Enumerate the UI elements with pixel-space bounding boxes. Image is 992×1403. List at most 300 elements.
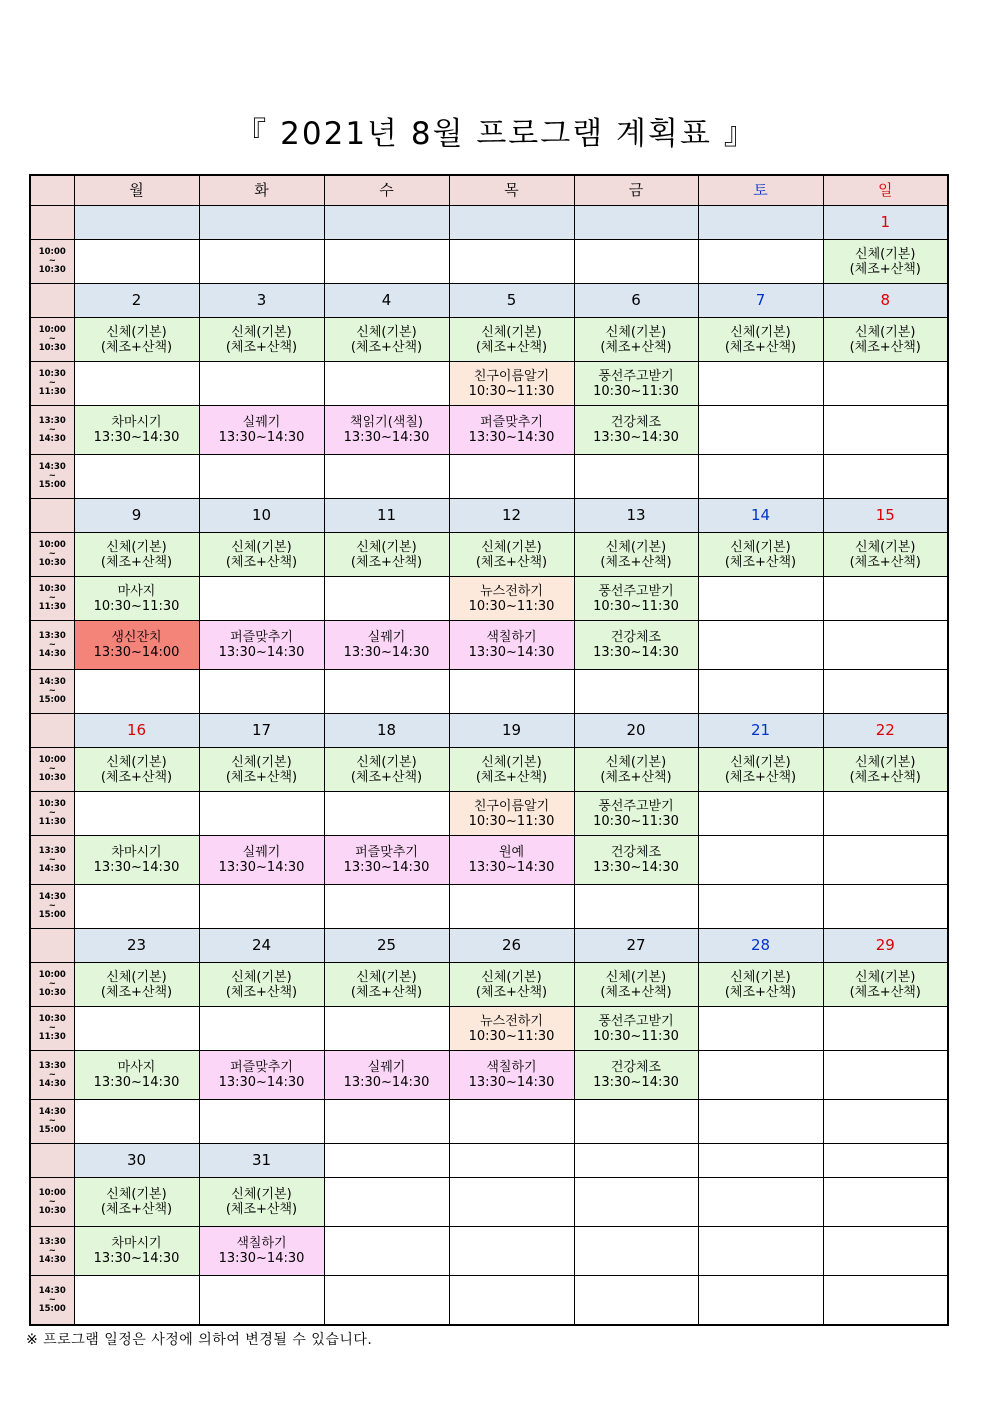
- program-text: (체조+산책): [100, 1202, 173, 1217]
- program-cell: [324, 1051, 449, 1100]
- time-label: [30, 533, 74, 577]
- empty-cell: [698, 621, 823, 670]
- program-text: 친구이름알기: [473, 368, 550, 384]
- program-text: 신체(기본): [106, 754, 167, 770]
- empty-cell: [698, 455, 823, 499]
- date-row: [30, 1144, 948, 1178]
- program-cell: [199, 748, 324, 792]
- date-cell: [324, 1144, 449, 1178]
- time-slot-row: [30, 1051, 948, 1100]
- empty-cell: [74, 240, 199, 284]
- time-label: [30, 963, 74, 1007]
- time-label-line: 10:00: [38, 970, 66, 980]
- empty-cell: [74, 455, 199, 499]
- date-cell: 13: [574, 499, 698, 533]
- empty-cell: [324, 240, 449, 284]
- empty-cell: [823, 1051, 948, 1100]
- program-text: (체조+산책): [849, 261, 921, 277]
- program-text: 13:30~14:30: [468, 430, 555, 445]
- date-cell: [574, 1144, 698, 1178]
- program-cell: [199, 1178, 324, 1227]
- time-label-line: 14:30: [38, 648, 66, 659]
- date-row-label: [30, 929, 74, 963]
- program-text: 실꿰기: [242, 845, 281, 860]
- empty-cell: [449, 1100, 574, 1144]
- program-text: (체조+산책): [849, 339, 921, 355]
- program-text: (체조+산책): [100, 554, 173, 570]
- time-slot-row: [30, 670, 948, 714]
- program-text: 차마시기: [111, 415, 162, 430]
- program-cell: [823, 533, 948, 577]
- date-cell: 30: [74, 1144, 199, 1178]
- program-text: 신체(기본): [481, 539, 542, 555]
- empty-cell: [698, 1007, 823, 1051]
- empty-cell: [823, 1178, 948, 1227]
- time-label: [30, 1051, 74, 1100]
- time-label: [30, 1227, 74, 1276]
- program-text: 13:30~14:30: [218, 430, 305, 445]
- empty-cell: [199, 455, 324, 499]
- program-text: (체조+산책): [225, 554, 298, 570]
- program-text: 퍼즐맞추기: [230, 630, 293, 645]
- date-cell: 14: [698, 499, 823, 533]
- time-label-line: 14:30: [38, 892, 66, 902]
- program-text: (체조+산책): [350, 554, 423, 570]
- date-cell: 1: [823, 206, 948, 240]
- program-text: 13:30~14:30: [593, 430, 679, 445]
- program-text: 책읽기(색칠): [350, 415, 423, 430]
- time-label-line: 13:30: [38, 1060, 66, 1071]
- program-text: 신체(기본): [605, 324, 667, 340]
- program-text: 신체(기본): [855, 324, 916, 340]
- empty-cell: [324, 577, 449, 621]
- program-cell: [74, 1227, 199, 1276]
- program-text: 13:30~14:30: [593, 645, 679, 660]
- time-label-line: 13:30: [38, 1236, 66, 1247]
- empty-cell: [199, 1100, 324, 1144]
- empty-cell: [324, 455, 449, 499]
- program-cell: [74, 577, 199, 621]
- program-text: (체조+산책): [475, 984, 548, 1000]
- time-label: [30, 1276, 74, 1326]
- empty-cell: [324, 1276, 449, 1326]
- program-cell: [574, 577, 698, 621]
- program-text: 건강체조: [610, 630, 662, 645]
- program-text: 10:30~11:30: [93, 598, 180, 614]
- program-text: 10:30~11:30: [468, 598, 555, 614]
- time-label-line: ~: [48, 471, 56, 481]
- date-cell: [74, 206, 199, 240]
- time-label-line: ~: [48, 424, 56, 435]
- program-text: 신체(기본): [730, 324, 791, 340]
- program-cell: [449, 1051, 574, 1100]
- program-text: 10:30~11:30: [593, 598, 679, 614]
- time-slot-row: [30, 1100, 948, 1144]
- time-label-line: 10:00: [38, 1187, 66, 1198]
- program-cell: [74, 1178, 199, 1227]
- program-text: 신체(기본): [730, 539, 791, 555]
- empty-cell: [199, 577, 324, 621]
- empty-cell: [574, 885, 698, 929]
- program-text: 신체(기본): [730, 969, 791, 985]
- program-cell: [574, 318, 698, 362]
- date-cell: 24: [199, 929, 324, 963]
- empty-cell: [698, 1100, 823, 1144]
- program-text: 신체(기본): [481, 754, 542, 770]
- program-text: 신체(기본): [481, 324, 542, 340]
- program-text: 차마시기: [111, 845, 162, 860]
- schedule-table: [29, 174, 949, 1326]
- empty-cell: [74, 670, 199, 714]
- time-label-line: ~: [48, 256, 56, 266]
- time-slot-row: [30, 885, 948, 929]
- time-label: [30, 792, 74, 836]
- time-label-line: 11:30: [38, 817, 66, 827]
- program-text: 마사지: [117, 1060, 156, 1075]
- time-label-line: 10:30: [38, 1205, 66, 1216]
- empty-cell: [823, 1007, 948, 1051]
- time-label-line: ~: [48, 1069, 56, 1080]
- time-label: [30, 621, 74, 670]
- program-text: (체조+산책): [475, 769, 548, 785]
- time-label: [30, 240, 74, 284]
- time-label-line: 11:30: [38, 1032, 66, 1042]
- program-text: 10:30~11:30: [593, 813, 679, 829]
- empty-cell: [199, 362, 324, 406]
- program-text: (체조+산책): [100, 769, 173, 785]
- program-text: 풍선주고받기: [598, 583, 674, 599]
- program-cell: [574, 963, 698, 1007]
- program-cell: [449, 577, 574, 621]
- program-text: (체조+산책): [225, 339, 298, 355]
- date-cell: 2: [74, 284, 199, 318]
- date-row-label: [30, 206, 74, 240]
- program-text: 13:30~14:30: [93, 430, 180, 445]
- program-cell: [574, 792, 698, 836]
- time-label: [30, 406, 74, 455]
- empty-cell: [324, 792, 449, 836]
- empty-cell: [574, 1227, 698, 1276]
- time-label-line: 15:00: [38, 1125, 66, 1135]
- program-text: 색칠하기: [486, 630, 537, 645]
- date-row: [30, 929, 948, 963]
- date-cell: 15: [823, 499, 948, 533]
- program-text: (체조+산책): [225, 769, 298, 785]
- program-cell: [574, 1007, 698, 1051]
- program-text: 신체(기본): [855, 246, 916, 262]
- time-label-line: 10:00: [38, 325, 66, 335]
- program-cell: [574, 836, 698, 885]
- program-text: 친구이름알기: [473, 798, 550, 814]
- program-cell: [574, 1051, 698, 1100]
- empty-cell: [199, 240, 324, 284]
- empty-cell: [698, 1051, 823, 1100]
- empty-cell: [823, 1227, 948, 1276]
- date-row: [30, 206, 948, 240]
- program-text: 13:30~14:30: [468, 860, 555, 875]
- empty-cell: [574, 455, 698, 499]
- program-cell: [449, 1007, 574, 1051]
- time-label-line: 14:30: [38, 863, 66, 874]
- time-label: [30, 1007, 74, 1051]
- program-cell: [199, 963, 324, 1007]
- time-slot-row: [30, 318, 948, 362]
- empty-cell: [74, 1100, 199, 1144]
- program-cell: [324, 621, 449, 670]
- time-label: [30, 836, 74, 885]
- empty-cell: [324, 1100, 449, 1144]
- time-slot-row: [30, 963, 948, 1007]
- program-cell: [199, 1227, 324, 1276]
- program-text: 13:30~14:30: [343, 860, 430, 875]
- empty-cell: [324, 885, 449, 929]
- time-slot-row: [30, 621, 948, 670]
- date-cell: 9: [74, 499, 199, 533]
- program-text: 풍선주고받기: [598, 798, 674, 814]
- program-text: 신체(기본): [605, 539, 667, 555]
- time-label-line: 10:30: [38, 988, 66, 998]
- program-text: 13:30~14:30: [93, 1251, 180, 1266]
- date-cell: 22: [823, 714, 948, 748]
- program-text: 13:30~14:30: [218, 645, 305, 660]
- program-text: (체조+산책): [600, 984, 672, 1000]
- date-row: [30, 499, 948, 533]
- date-cell: [199, 206, 324, 240]
- time-label-line: ~: [48, 1196, 56, 1207]
- empty-cell: [449, 1227, 574, 1276]
- empty-cell: [574, 240, 698, 284]
- program-cell: [324, 406, 449, 455]
- program-text: 원예: [498, 845, 525, 860]
- time-slot-row: [30, 1276, 948, 1326]
- program-cell: [199, 406, 324, 455]
- program-text: 10:30~11:30: [468, 1028, 555, 1044]
- time-label-line: 13:30: [38, 845, 66, 856]
- page-title: 『 2021년 8월 프로그램 계획표 』: [235, 116, 757, 152]
- time-label-line: 10:30: [38, 773, 66, 783]
- time-label-line: 14:30: [38, 1078, 66, 1089]
- program-cell: [74, 533, 199, 577]
- empty-cell: [449, 240, 574, 284]
- time-label-line: 14:30: [38, 1107, 66, 1117]
- date-cell: 17: [199, 714, 324, 748]
- empty-cell: [823, 885, 948, 929]
- weekday-header-row: [30, 175, 948, 206]
- program-text: 신체(기본): [106, 1187, 167, 1202]
- time-label: [30, 1178, 74, 1227]
- program-text: 신체(기본): [730, 754, 791, 770]
- program-text: 실꿰기: [367, 1060, 406, 1075]
- date-cell: 31: [199, 1144, 324, 1178]
- program-text: 실꿰기: [242, 415, 281, 430]
- program-text: 건강체조: [610, 1060, 662, 1075]
- program-text: (체조+산책): [100, 984, 173, 1000]
- empty-cell: [698, 362, 823, 406]
- empty-cell: [574, 1178, 698, 1227]
- empty-cell: [199, 670, 324, 714]
- empty-cell: [574, 670, 698, 714]
- time-label-line: ~: [48, 593, 56, 603]
- date-cell: [823, 1144, 948, 1178]
- program-text: (체조+산책): [600, 769, 672, 785]
- time-label-line: 10:30: [38, 584, 66, 594]
- empty-cell: [199, 885, 324, 929]
- program-text: 10:30~11:30: [593, 383, 679, 399]
- date-cell: [574, 206, 698, 240]
- program-text: 13:30~14:30: [218, 860, 305, 875]
- weekday-header: 목: [449, 175, 574, 206]
- empty-cell: [449, 885, 574, 929]
- time-label: [30, 670, 74, 714]
- empty-cell: [823, 621, 948, 670]
- program-text: 퍼즐맞추기: [355, 845, 418, 860]
- empty-cell: [324, 1007, 449, 1051]
- program-cell: [574, 362, 698, 406]
- date-cell: 3: [199, 284, 324, 318]
- date-cell: [698, 206, 823, 240]
- empty-cell: [823, 1276, 948, 1326]
- program-cell: [199, 318, 324, 362]
- program-cell: [823, 240, 948, 284]
- program-text: 13:30~14:30: [93, 860, 180, 875]
- program-text: 건강체조: [610, 845, 662, 860]
- date-row-label: [30, 284, 74, 318]
- program-cell: [324, 318, 449, 362]
- program-text: 실꿰기: [367, 630, 406, 645]
- date-cell: 4: [324, 284, 449, 318]
- program-text: 생신잔치: [111, 630, 162, 645]
- date-row-label: [30, 714, 74, 748]
- program-text: 신체(기본): [106, 539, 167, 555]
- program-cell: [449, 533, 574, 577]
- time-slot-row: [30, 1227, 948, 1276]
- weekday-header: 금: [574, 175, 698, 206]
- program-text: (체조+산책): [100, 339, 173, 355]
- program-text: 색칠하기: [486, 1060, 537, 1075]
- time-label: [30, 748, 74, 792]
- empty-cell: [324, 1227, 449, 1276]
- program-text: (체조+산책): [724, 339, 797, 355]
- empty-cell: [74, 792, 199, 836]
- program-text: 뉴스전하기: [480, 1013, 543, 1029]
- program-cell: [199, 621, 324, 670]
- program-cell: [574, 406, 698, 455]
- program-text: 신체(기본): [356, 754, 417, 770]
- time-label-line: 10:30: [38, 265, 66, 275]
- time-label-line: 10:00: [38, 540, 66, 550]
- program-text: (체조+산책): [350, 339, 423, 355]
- time-slot-row: [30, 362, 948, 406]
- program-text: (체조+산책): [475, 339, 548, 355]
- empty-cell: [449, 670, 574, 714]
- time-label-line: ~: [48, 639, 56, 650]
- program-text: 13:30~14:30: [218, 1075, 305, 1090]
- empty-cell: [449, 1178, 574, 1227]
- program-text: 풍선주고받기: [598, 1013, 674, 1029]
- time-label-line: ~: [48, 1245, 56, 1256]
- weekday-header: 수: [324, 175, 449, 206]
- empty-cell: [698, 1178, 823, 1227]
- program-cell: [324, 748, 449, 792]
- weekday-header: 월: [74, 175, 199, 206]
- time-label-line: ~: [48, 854, 56, 865]
- program-text: (체조+산책): [475, 554, 548, 570]
- time-label-line: 10:30: [38, 799, 66, 809]
- program-text: (체조+산책): [600, 554, 672, 570]
- empty-cell: [698, 577, 823, 621]
- empty-cell: [74, 885, 199, 929]
- time-label: [30, 577, 74, 621]
- empty-cell: [324, 362, 449, 406]
- program-text: 신체(기본): [356, 969, 417, 985]
- program-cell: [698, 963, 823, 1007]
- empty-cell: [324, 1178, 449, 1227]
- program-text: 신체(기본): [605, 754, 667, 770]
- program-text: 13:30~14:30: [593, 1075, 679, 1090]
- empty-cell: [823, 406, 948, 455]
- program-text: 퍼즐맞추기: [480, 415, 543, 430]
- program-text: 신체(기본): [231, 324, 292, 340]
- program-text: 신체(기본): [106, 969, 167, 985]
- date-cell: 27: [574, 929, 698, 963]
- time-label-line: 14:30: [38, 433, 66, 444]
- empty-cell: [199, 792, 324, 836]
- program-text: (체조+산책): [849, 554, 921, 570]
- program-text: 마사지: [117, 583, 156, 599]
- empty-cell: [698, 406, 823, 455]
- program-text: (체조+산책): [724, 554, 797, 570]
- program-cell: [449, 748, 574, 792]
- weekday-header: 화: [199, 175, 324, 206]
- program-cell: [823, 748, 948, 792]
- empty-cell: [449, 1276, 574, 1326]
- program-cell: [449, 963, 574, 1007]
- program-cell: [823, 318, 948, 362]
- time-label: [30, 1100, 74, 1144]
- program-cell: [698, 748, 823, 792]
- date-cell: 11: [324, 499, 449, 533]
- program-cell: [324, 963, 449, 1007]
- empty-cell: [823, 836, 948, 885]
- empty-cell: [698, 1227, 823, 1276]
- empty-cell: [698, 240, 823, 284]
- empty-cell: [74, 1276, 199, 1326]
- program-text: 퍼즐맞추기: [230, 1060, 293, 1075]
- time-label-line: ~: [48, 1023, 56, 1033]
- time-label-line: ~: [48, 901, 56, 911]
- time-label: [30, 318, 74, 362]
- time-label-line: 14:30: [38, 462, 66, 472]
- time-slot-row: [30, 577, 948, 621]
- empty-cell: [449, 455, 574, 499]
- empty-cell: [199, 1007, 324, 1051]
- date-cell: 21: [698, 714, 823, 748]
- time-label: [30, 455, 74, 499]
- date-cell: 5: [449, 284, 574, 318]
- time-label-line: ~: [48, 686, 56, 696]
- program-text: 뉴스전하기: [480, 583, 543, 599]
- date-row-label: [30, 1144, 74, 1178]
- program-cell: [449, 621, 574, 670]
- empty-cell: [74, 1007, 199, 1051]
- time-label-line: ~: [48, 334, 56, 344]
- time-label-line: 13:30: [38, 630, 66, 641]
- date-cell: 12: [449, 499, 574, 533]
- date-cell: 19: [449, 714, 574, 748]
- program-cell: [324, 836, 449, 885]
- empty-cell: [823, 792, 948, 836]
- time-label: [30, 362, 74, 406]
